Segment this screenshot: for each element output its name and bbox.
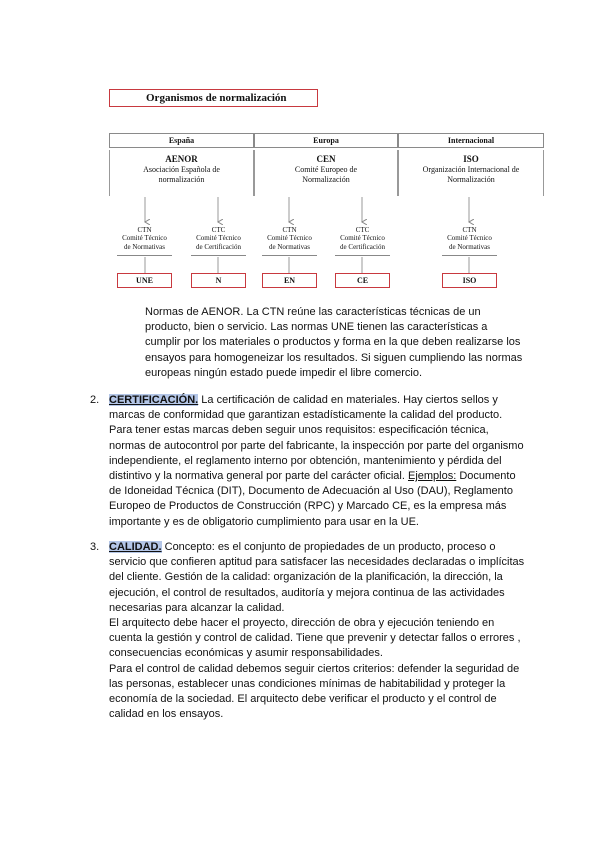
text-line: ejecución, el control de resultados, auditoría y mejora continua de las actividades bbox=[109, 586, 505, 599]
org-acronym: ISO bbox=[463, 154, 479, 164]
text-line: europeas ningún estado puede impedir el libre comercio. bbox=[145, 366, 423, 379]
text-line: producto, bien o servicio. Las normas UNE tienen las características a bbox=[145, 321, 488, 334]
text-line: Para el control de calidad debemos seguir ciertos criterios: defender la seguridad de bbox=[109, 662, 520, 675]
text-line: Normas de AENOR. La CTN reúne las características técnicas de un bbox=[145, 306, 481, 318]
committee-ctc-aenor bbox=[191, 226, 246, 256]
standard-n: N bbox=[191, 273, 246, 288]
committee-code: CTC bbox=[355, 226, 370, 234]
committee-line: de Certificación bbox=[340, 242, 385, 251]
org-line: Asociación Española de bbox=[143, 164, 220, 174]
committee-code: CTN bbox=[282, 226, 297, 234]
text-line: marcas de conformidad que garantizan estadísticamente la calidad del producto. bbox=[109, 409, 503, 422]
normalization-diagram bbox=[0, 0, 600, 300]
text-line: cumplir por los materiales o productos y forma en la que deben realizarse los bbox=[145, 336, 521, 349]
region-spain: España bbox=[109, 133, 254, 148]
committee-line: Comité Técnico bbox=[267, 234, 312, 243]
org-iso bbox=[398, 150, 544, 196]
text-line: normas de autocontrol por parte del fabricante, la inspección por parte del organismo bbox=[109, 439, 524, 452]
diagram-title: Organismos de normalización bbox=[109, 89, 318, 107]
committee-line: de Normativas bbox=[123, 242, 165, 251]
text-line: las personas, establecer unas condiciones mínimas de habitabilidad y proteger la bbox=[109, 677, 506, 690]
text-line: de Idoneidad Técnica (DIT), Documento de Adecuación al Uso (DAU), Reglamento bbox=[109, 485, 513, 498]
quality-section bbox=[109, 540, 549, 722]
text-line: independiente, el reglamento interno por obtención, mantenimiento y pérdida del bbox=[109, 454, 502, 467]
text-line: cuenta la gestión y control de calidad. Tiene que prevenir y detectar fallos o errores , bbox=[109, 632, 521, 645]
text-line: importante y es de obligatorio cumplimiento para usar en la UE. bbox=[109, 515, 419, 528]
org-line: Normalización bbox=[447, 175, 495, 184]
text-fragment: Concepto: es el conjunto de propiedades de un producto, proceso o bbox=[161, 541, 496, 553]
org-acronym: AENOR bbox=[165, 154, 198, 164]
standard-iso: ISO bbox=[442, 273, 497, 288]
committee-line: Comité Técnico bbox=[447, 234, 492, 243]
certification-heading: CERTIFICACIÓN. bbox=[109, 394, 199, 406]
org-aenor bbox=[109, 150, 254, 196]
text-line bbox=[109, 540, 549, 555]
committee-code: CTN bbox=[462, 226, 477, 234]
org-acronym: CEN bbox=[316, 154, 336, 164]
committee-code: CTN bbox=[137, 226, 152, 234]
org-line: Comité Europeo de bbox=[294, 164, 358, 174]
committee-line: Comité Técnico bbox=[340, 234, 385, 243]
text-line: del cliente. Gestión de la calidad: organización de la planificación, la dirección, la bbox=[109, 571, 503, 584]
text-line bbox=[109, 469, 549, 484]
text-line: ensayos para homogeneizar los resultados. Si siguen cumpliendo las normas bbox=[145, 351, 523, 364]
committee-line: Comité Técnico bbox=[122, 234, 167, 243]
text-line: Europeo de Productos de Construcción (RPC) y Marcado CE, es la empresa más bbox=[109, 500, 507, 513]
committee-ctn-cen bbox=[262, 226, 317, 256]
standard-en: EN bbox=[262, 273, 317, 288]
examples-label: Ejemplos: bbox=[407, 470, 457, 483]
committee-ctn-iso bbox=[442, 226, 497, 256]
committee-code: CTC bbox=[211, 226, 226, 234]
quality-heading: CALIDAD. bbox=[109, 541, 162, 553]
org-line: normalización bbox=[158, 175, 205, 184]
committee-line: Comité Técnico bbox=[196, 234, 241, 243]
text-line: servicio que confieren aptitud para satisfacer las necesidades declaradas o implícitas bbox=[109, 556, 525, 569]
org-line: Normalización bbox=[302, 175, 350, 184]
intro-paragraph bbox=[145, 305, 545, 381]
certification-section bbox=[109, 393, 549, 530]
committee-ctc-cen bbox=[335, 226, 390, 256]
committee-ctn-aenor bbox=[117, 226, 172, 256]
text-line: consecuencias económicas y asumir responsabilidades. bbox=[109, 647, 383, 660]
org-line: Organización Internacional de bbox=[422, 164, 520, 174]
item-number: 3. bbox=[90, 541, 100, 553]
standard-une: UNE bbox=[117, 273, 172, 288]
text-fragment: La certificación de calidad en materiales. Hay ciertos sellos y bbox=[198, 394, 498, 406]
text-line: economía de la sociedad. El arquitecto debe verificar el producto y el control de bbox=[109, 693, 497, 706]
committee-line: de Normativas bbox=[448, 242, 490, 251]
text-fragment: distintivo y la normativa general por parte del carácter oficial. bbox=[109, 470, 408, 483]
item-number: 2. bbox=[90, 394, 100, 406]
text-fragment: Documento bbox=[456, 470, 516, 483]
text-line: Para tener estas marcas deben seguir unos requisitos: especificación técnica, bbox=[109, 424, 489, 437]
region-europe: Europa bbox=[254, 133, 398, 148]
text-line: calidad en los ensayos. bbox=[109, 708, 224, 721]
text-line: necesarias para alcanzar la calidad. bbox=[109, 601, 285, 614]
committee-line: de Certificación bbox=[196, 242, 241, 251]
text-line bbox=[109, 393, 549, 408]
standard-ce: CE bbox=[335, 273, 390, 288]
committee-line: de Normativas bbox=[268, 242, 310, 251]
org-cen bbox=[254, 150, 398, 196]
region-international: Internacional bbox=[398, 133, 544, 148]
text-line: El arquitecto debe hacer el proyecto, dirección de obra y ejecución teniendo en bbox=[109, 617, 495, 630]
